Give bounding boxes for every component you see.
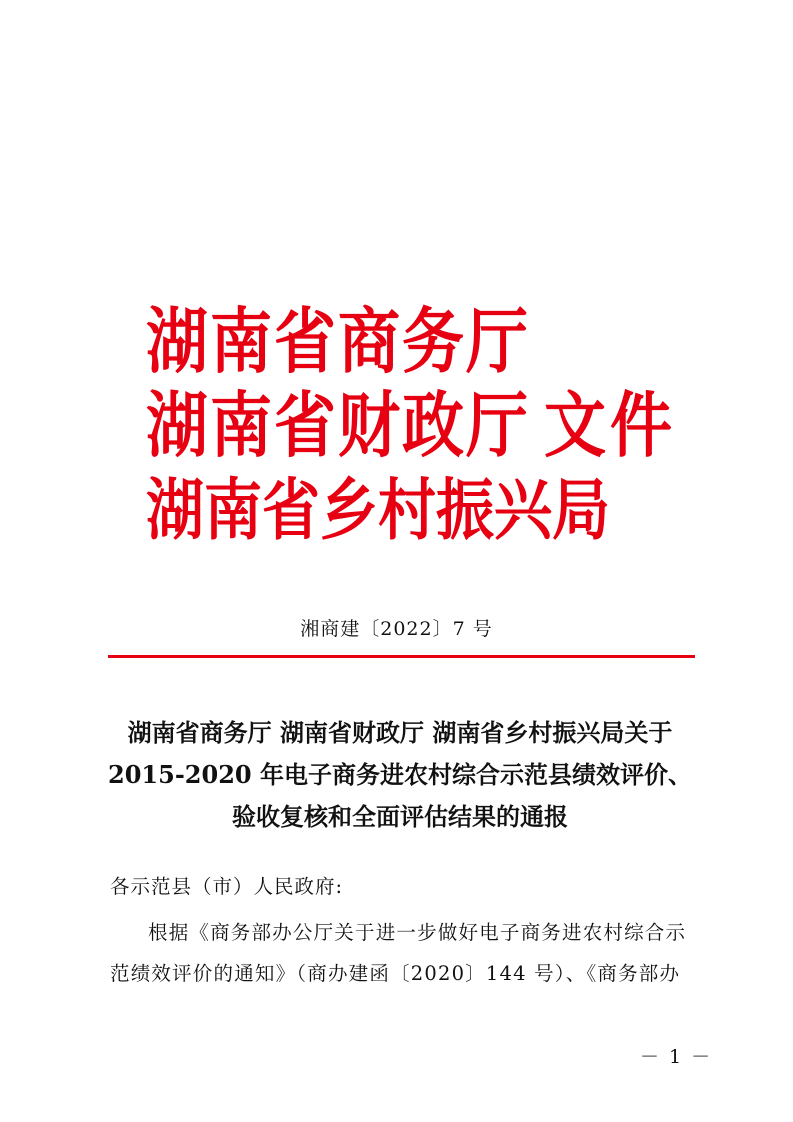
title-line-1: 湖南省商务厅 湖南省财政厅 湖南省乡村振兴局关于 — [127, 718, 673, 747]
masthead-row-1 — [146, 300, 706, 384]
page-number: － 1 － — [640, 1046, 713, 1068]
title-line-2: 2015-2020 年电子商务进农村综合示范县绩效评价、 — [108, 760, 692, 789]
body-line-2: 范绩效评价的通知》（商办建函〔2020〕144 号）、《商务部办 — [110, 962, 681, 985]
masthead-row-3 — [146, 468, 706, 552]
masthead-issuer-rural: 湖南省乡村振兴局 — [146, 470, 611, 550]
title-line-3: 验收复核和全面评估结果的通报 — [232, 802, 568, 831]
document-number: 湘商建〔2022〕7 号 — [300, 618, 493, 640]
masthead-row-2 — [146, 384, 706, 468]
masthead-suffix: 文件 — [544, 383, 677, 468]
body-line-1: 根据《商务部办公厅关于进一步做好电子商务进农村综合示 — [148, 921, 687, 944]
masthead-issuer-finance: 湖南省财政厅 — [146, 383, 531, 468]
masthead — [146, 300, 706, 552]
body-paragraph — [110, 912, 695, 994]
red-divider-line — [108, 655, 695, 658]
document-title — [90, 712, 710, 838]
masthead-issuer-commerce: 湖南省商务厅 — [146, 299, 531, 384]
salutation: 各示范县（市）人民政府: — [110, 875, 344, 898]
